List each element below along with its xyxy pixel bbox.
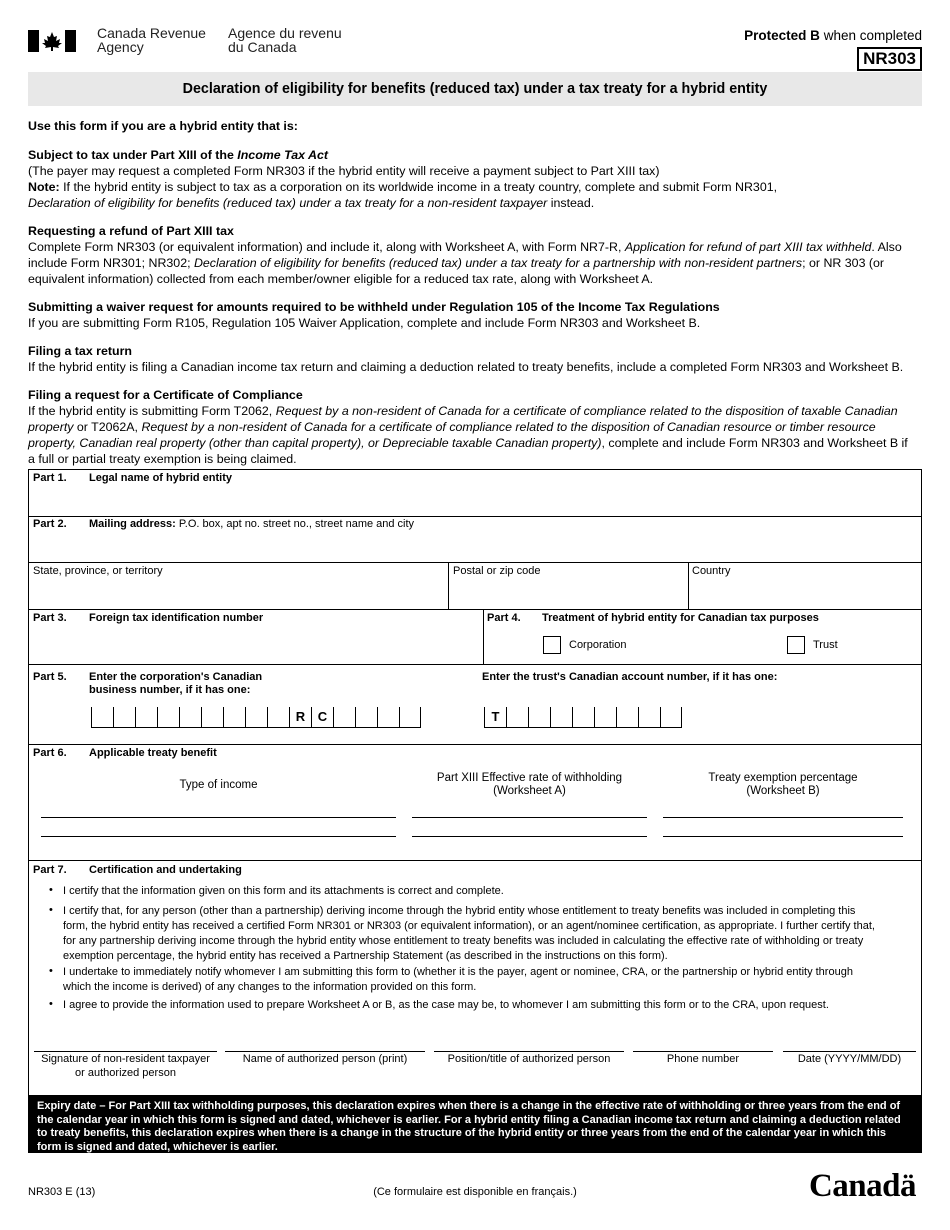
bn-digit[interactable] bbox=[355, 707, 377, 727]
part6-label: Part 6. bbox=[33, 747, 67, 759]
bn-c: C bbox=[311, 707, 333, 727]
protected-b-notice bbox=[744, 28, 922, 43]
bn-digit[interactable] bbox=[201, 707, 223, 727]
part2-label: Part 2. bbox=[33, 518, 67, 530]
s5-a: If the hybrid entity is submitting Form T2062, bbox=[28, 404, 276, 418]
part7-label: Part 7. bbox=[33, 864, 67, 876]
signature-label bbox=[34, 1052, 217, 1080]
part7-title: Certification and undertaking bbox=[89, 864, 242, 876]
signature-label-1: Signature of non-resident taxpayer bbox=[41, 1053, 210, 1065]
bn-r: R bbox=[289, 707, 311, 727]
part2-title bbox=[89, 518, 414, 530]
agency-fr-line2: du Canada bbox=[228, 39, 297, 55]
declaration-form bbox=[28, 469, 922, 1153]
col-rate-line1: Part XIII Effective rate of withholding bbox=[436, 772, 623, 784]
french-availability: (Ce formulaire est disponible en français.) bbox=[373, 1186, 577, 1198]
col-type-of-income: Type of income bbox=[179, 779, 258, 791]
use-form-heading: Use this form if you are a hybrid entity that is: bbox=[28, 119, 298, 133]
s1-note bbox=[28, 179, 922, 195]
canada-wordmark: Canadä bbox=[808, 1168, 916, 1204]
bn-digit[interactable] bbox=[377, 707, 399, 727]
s2-b: Application for refund of part XIII tax withheld bbox=[624, 240, 872, 254]
section-compliance-heading: Filing a request for a Certificate of Compliance bbox=[28, 388, 303, 402]
note-text: If the hybrid entity is subject to tax as a corporation on its worldwide income in a treaty country, complete and submit Form NR301, bbox=[59, 180, 778, 194]
part1-title: Legal name of hybrid entity bbox=[89, 472, 233, 484]
phone-label: Phone number bbox=[666, 1053, 740, 1065]
s4-para: If the hybrid entity is filing a Canadian income tax return and claiming a deduction related to treaty benefits, include a completed Form NR303 and Worksheet B. bbox=[28, 360, 904, 374]
rate-line-1[interactable] bbox=[412, 817, 647, 818]
bn-digit[interactable] bbox=[157, 707, 179, 727]
s2-para bbox=[28, 239, 908, 287]
signature-label-2: or authorized person bbox=[75, 1067, 176, 1079]
s5-d: Request by a non-resident of Canada for a certificate of compliance related to the disposition of Canadian resource or timber resource property, Canadian real property (other than capital property), or Depreciable taxable Canadian property) bbox=[28, 420, 876, 450]
s2-c: . Also include Form NR301; NR302; bbox=[28, 240, 902, 270]
s2-e: ; or NR 303 (or equivalent information) collected from each member/owner eligible for a reduced tax rate, along with Worksheet A. bbox=[28, 256, 885, 286]
agency-name-en bbox=[97, 26, 206, 54]
col-exempt-line1: Treaty exemption percentage bbox=[708, 772, 858, 784]
corporation-checkbox[interactable] bbox=[543, 636, 561, 654]
note-label: Note: bbox=[28, 180, 60, 194]
intro-instructions bbox=[28, 118, 922, 467]
trust-digit[interactable] bbox=[528, 707, 550, 727]
mailing-address-field[interactable] bbox=[30, 532, 920, 560]
trust-digit[interactable] bbox=[572, 707, 594, 727]
s1-heading-b: Income Tax Act bbox=[237, 148, 328, 162]
agency-name-fr bbox=[228, 26, 342, 54]
trust-digit[interactable] bbox=[638, 707, 660, 727]
legal-name-field[interactable] bbox=[30, 486, 920, 514]
protected-rest: when completed bbox=[819, 28, 922, 43]
certification-2: I certify that, for any person (other than a partnership) deriving income through the hybrid entity whose entitlement to treaty benefits was included in completing this form, the hybrid entity has received a certified Form NR301 or NR303 (or equivalent information), or an agent/nominee certification, as appropriate. I further certify that, for any partnership deriving income through the hybrid entity whose entitlement to treaty benefits was included in calculating the effective rate of withholding or treaty exemption percentage, the hybrid entity has received a Partnership Statement (as described in the instructions on this form). bbox=[63, 905, 875, 962]
state-field[interactable] bbox=[30, 578, 445, 608]
income-line-1[interactable] bbox=[41, 817, 396, 818]
date-label: Date (YYYY/MM/DD) bbox=[797, 1053, 902, 1065]
s5-e: , complete and include Form NR303 and Worksheet B if a full or partial treaty exemption is being claimed. bbox=[28, 436, 908, 466]
divider bbox=[448, 562, 449, 609]
section-refund-heading: Requesting a refund of Part XIII tax bbox=[28, 224, 234, 238]
section-taxreturn-heading: Filing a tax return bbox=[28, 344, 132, 358]
bullet: • bbox=[49, 998, 53, 1010]
trust-t: T bbox=[484, 707, 506, 727]
exempt-line-1[interactable] bbox=[663, 817, 903, 818]
divider bbox=[29, 516, 921, 517]
col-exemption-percentage bbox=[663, 772, 903, 798]
certification-3: I undertake to immediately notify whomever I am submitting this form to (whether it is the payer, agent or nominee, CRA, or the partnership or hybrid entity through which the income is derived) of any changes to the information provided on this form. bbox=[63, 966, 853, 993]
section-waiver-heading: Submitting a waiver request for amounts required to be withheld under Regulation 105 of the Income Tax Regulations bbox=[28, 300, 720, 314]
divider bbox=[29, 562, 921, 563]
expiry-notice: Expiry date – For Part XIII tax withholding purposes, this declaration expires when there is a change in the effective rate of withholding or three years from the end of the calendar year in which this form is signed and dated, whichever is earlier. For a hybrid entity filing a Canadian income tax return and claiming a deduction related to treaty benefits, this declaration expires when there is a change in the structure of the hybrid entity or three years from the end of the calendar year in which this form is signed and dated, whichever is earlier. bbox=[29, 1095, 921, 1153]
bullet: • bbox=[49, 965, 53, 977]
income-line-2[interactable] bbox=[41, 836, 396, 837]
part4-label: Part 4. bbox=[487, 612, 521, 624]
state-label: State, province, or territory bbox=[33, 565, 163, 577]
foreign-tax-id-field[interactable] bbox=[30, 628, 480, 662]
trust-account-comb[interactable] bbox=[484, 707, 682, 728]
bn-digit[interactable] bbox=[399, 707, 421, 727]
part5-label: Part 5. bbox=[33, 671, 67, 683]
divider bbox=[29, 664, 921, 665]
trust-digit[interactable] bbox=[660, 707, 682, 727]
bn-digit[interactable] bbox=[267, 707, 289, 727]
agency-fr-line1: Agence du revenu bbox=[228, 25, 342, 41]
bullet: • bbox=[49, 884, 53, 896]
country-field[interactable] bbox=[690, 578, 920, 608]
bn-digit[interactable] bbox=[179, 707, 201, 727]
bn-digit[interactable] bbox=[91, 707, 113, 727]
protected-bold: Protected B bbox=[744, 28, 820, 43]
rate-line-2[interactable] bbox=[412, 836, 647, 837]
part3-label: Part 3. bbox=[33, 612, 67, 624]
trust-checkbox[interactable] bbox=[787, 636, 805, 654]
bullet: • bbox=[49, 904, 53, 916]
part3-title: Foreign tax identification number bbox=[89, 612, 264, 624]
s5-c: or T2062A, bbox=[73, 420, 142, 434]
agency-en-line2: Agency bbox=[97, 39, 144, 55]
position-label: Position/title of authorized person bbox=[447, 1053, 611, 1065]
s5-para bbox=[28, 403, 918, 467]
trust-account-title: Enter the trust's Canadian account number, if it has one: bbox=[482, 671, 778, 683]
part5-title-line2: business number, if it has one: bbox=[89, 684, 251, 696]
trust-digit[interactable] bbox=[550, 707, 572, 727]
country-label: Country bbox=[692, 565, 731, 577]
part6-title: Applicable treaty benefit bbox=[89, 747, 217, 759]
part2-subtitle: P.O. box, apt no. street no., street name and city bbox=[175, 518, 415, 530]
exempt-line-2[interactable] bbox=[663, 836, 903, 837]
agency-en-line1: Canada Revenue bbox=[97, 25, 206, 41]
divider bbox=[483, 609, 484, 664]
certification-1: I certify that the information given on this form and its attachments is correct and complete. bbox=[63, 885, 504, 897]
trust-digit[interactable] bbox=[506, 707, 528, 727]
bn-digit[interactable] bbox=[333, 707, 355, 727]
note-instead: instead. bbox=[547, 196, 595, 210]
bn-digit[interactable] bbox=[135, 707, 157, 727]
col-withholding-rate bbox=[412, 772, 647, 798]
trust-digit[interactable] bbox=[616, 707, 638, 727]
col-rate-line2: (Worksheet A) bbox=[493, 785, 566, 797]
canada-flag-logo bbox=[28, 30, 76, 52]
bn-digit[interactable] bbox=[113, 707, 135, 727]
s2-d: Declaration of eligibility for benefits (reduced tax) under a tax treaty for a partnership with non-resident partners bbox=[193, 256, 803, 270]
part2-title-bold: Mailing address: bbox=[89, 518, 176, 530]
form-code: NR303 E (13) bbox=[28, 1186, 96, 1198]
bn-digit[interactable] bbox=[245, 707, 267, 727]
form-title: Declaration of eligibility for benefits (reduced tax) under a tax treaty for a hybrid entity bbox=[28, 72, 922, 106]
divider bbox=[29, 609, 921, 610]
certification-4: I agree to provide the information used to prepare Worksheet A or B, as the case may be, to whomever I am submitting this form or to the CRA, upon request. bbox=[63, 999, 829, 1011]
s1-note-cont bbox=[28, 195, 922, 211]
part5-title bbox=[89, 671, 262, 697]
part5-title-line1: Enter the corporation's Canadian bbox=[89, 671, 263, 683]
postal-field[interactable] bbox=[450, 578, 686, 608]
trust-digit[interactable] bbox=[594, 707, 616, 727]
authorized-name-label: Name of authorized person (print) bbox=[242, 1053, 408, 1065]
part4-title: Treatment of hybrid entity for Canadian tax purposes bbox=[542, 612, 819, 624]
form-number-box: NR303 bbox=[857, 47, 922, 71]
business-number-comb[interactable] bbox=[91, 707, 421, 728]
s5-b: Request by a non-resident of Canada for a certificate of compliance related to the disposition of taxable Canadian property bbox=[28, 404, 898, 434]
s1-heading-a: Subject to tax under Part XIII of the bbox=[28, 148, 238, 162]
s2-a: Complete Form NR303 (or equivalent information) and include it, along with Worksheet A, with Form NR7-R, bbox=[28, 240, 625, 254]
s3-para: If you are submitting Form R105, Regulation 105 Waiver Application, complete and include Form NR303 and Worksheet B. bbox=[28, 316, 701, 330]
note-form-title: Declaration of eligibility for benefits (reduced tax) under a tax treaty for a non-resident taxpayer bbox=[28, 196, 548, 210]
corporation-label: Corporation bbox=[569, 639, 627, 651]
s1-para: (The payer may request a completed Form NR303 if the hybrid entity will receive a payment subject to Part XIII tax) bbox=[28, 164, 660, 178]
divider bbox=[29, 744, 921, 745]
bn-digit[interactable] bbox=[223, 707, 245, 727]
section-part13-heading bbox=[28, 147, 922, 163]
col-exempt-line2: (Worksheet B) bbox=[746, 785, 820, 797]
postal-label: Postal or zip code bbox=[453, 565, 541, 577]
trust-label: Trust bbox=[813, 639, 838, 651]
divider bbox=[688, 562, 689, 609]
divider bbox=[29, 860, 921, 861]
part1-label: Part 1. bbox=[33, 472, 67, 484]
